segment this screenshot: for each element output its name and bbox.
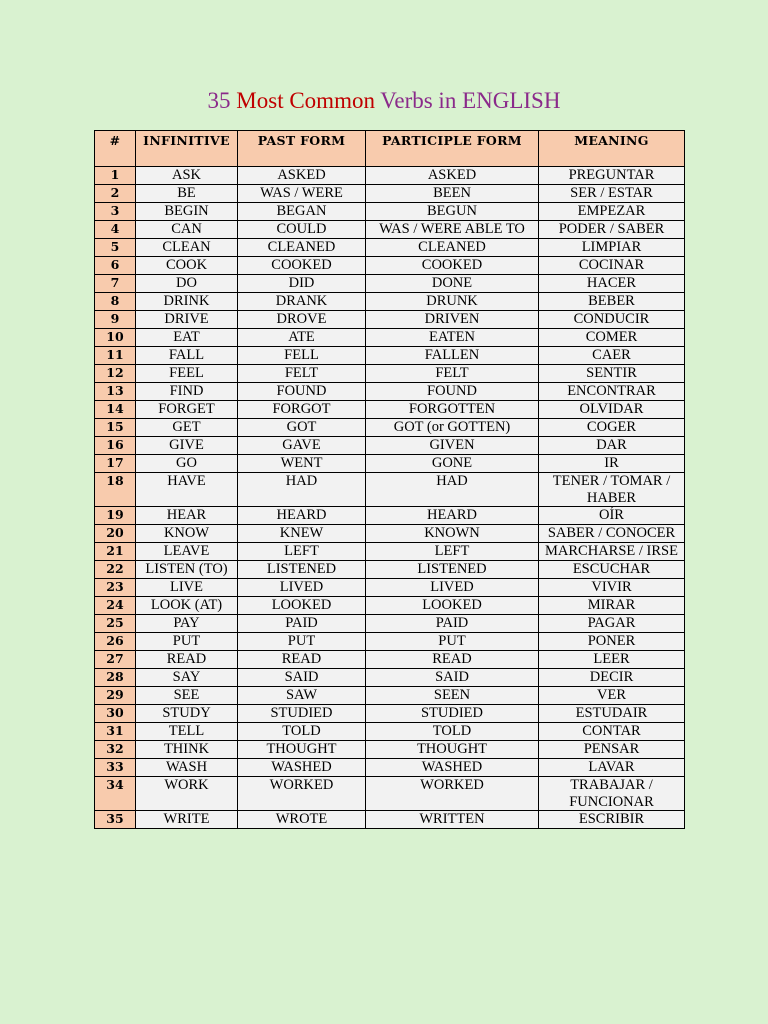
past-form-cell: SAID — [238, 669, 366, 687]
verb-number: 25 — [95, 615, 136, 633]
participle-cell: DRUNK — [366, 293, 539, 311]
infinitive-cell: DRIVE — [136, 311, 238, 329]
past-form-cell: READ — [238, 651, 366, 669]
table-row — [95, 777, 685, 811]
participle-cell: GIVEN — [366, 437, 539, 455]
meaning-cell: MARCHARSE / IRSE — [539, 543, 685, 561]
participle-cell: FORGOTTEN — [366, 401, 539, 419]
participle-cell: HEARD — [366, 507, 539, 525]
participle-cell: DRIVEN — [366, 311, 539, 329]
table-row — [95, 293, 685, 311]
header-participle-form: PARTICIPLE FORM — [366, 131, 539, 167]
meaning-cell: PODER / SABER — [539, 221, 685, 239]
infinitive-cell: WRITE — [136, 811, 238, 829]
verb-number: 11 — [95, 347, 136, 365]
infinitive-cell: FORGET — [136, 401, 238, 419]
infinitive-cell: FALL — [136, 347, 238, 365]
meaning-cell: COGER — [539, 419, 685, 437]
meaning-cell: CONDUCIR — [539, 311, 685, 329]
verb-number: 26 — [95, 633, 136, 651]
meaning-cell: TRABAJAR / FUNCIONAR — [539, 777, 685, 811]
meaning-cell: LEER — [539, 651, 685, 669]
past-form-cell: DID — [238, 275, 366, 293]
verb-number: 15 — [95, 419, 136, 437]
verb-number: 29 — [95, 687, 136, 705]
past-form-cell: COOKED — [238, 257, 366, 275]
meaning-cell: EMPEZAR — [539, 203, 685, 221]
past-form-cell: LOOKED — [238, 597, 366, 615]
table-row — [95, 561, 685, 579]
infinitive-cell: DO — [136, 275, 238, 293]
past-form-cell: HAD — [238, 473, 366, 507]
past-form-cell: ASKED — [238, 167, 366, 185]
past-form-cell: TOLD — [238, 723, 366, 741]
header-row — [95, 131, 685, 167]
infinitive-cell: SAY — [136, 669, 238, 687]
infinitive-cell: LIVE — [136, 579, 238, 597]
table-row — [95, 383, 685, 401]
table-row — [95, 437, 685, 455]
past-form-cell: FORGOT — [238, 401, 366, 419]
table-row — [95, 759, 685, 777]
meaning-cell: OÍR — [539, 507, 685, 525]
table-row — [95, 597, 685, 615]
verb-number: 24 — [95, 597, 136, 615]
verb-number: 27 — [95, 651, 136, 669]
meaning-cell: PONER — [539, 633, 685, 651]
meaning-cell: OLVIDAR — [539, 401, 685, 419]
verb-number: 3 — [95, 203, 136, 221]
table-row — [95, 811, 685, 829]
participle-cell: WAS / WERE ABLE TO — [366, 221, 539, 239]
participle-cell: LOOKED — [366, 597, 539, 615]
meaning-cell: ESCUCHAR — [539, 561, 685, 579]
infinitive-cell: WASH — [136, 759, 238, 777]
table-row — [95, 419, 685, 437]
verb-number: 1 — [95, 167, 136, 185]
infinitive-cell: GET — [136, 419, 238, 437]
table-row — [95, 257, 685, 275]
verb-number: 35 — [95, 811, 136, 829]
participle-cell: THOUGHT — [366, 741, 539, 759]
past-form-cell: WAS / WERE — [238, 185, 366, 203]
past-form-cell: FELT — [238, 365, 366, 383]
meaning-cell: VIVIR — [539, 579, 685, 597]
infinitive-cell: COOK — [136, 257, 238, 275]
table-row — [95, 275, 685, 293]
participle-cell: DONE — [366, 275, 539, 293]
infinitive-cell: HEAR — [136, 507, 238, 525]
infinitive-cell: LISTEN (TO) — [136, 561, 238, 579]
verb-number: 23 — [95, 579, 136, 597]
infinitive-cell: CAN — [136, 221, 238, 239]
past-form-cell: DROVE — [238, 311, 366, 329]
infinitive-cell: HAVE — [136, 473, 238, 507]
verb-number: 7 — [95, 275, 136, 293]
participle-cell: WRITTEN — [366, 811, 539, 829]
meaning-cell: ESTUDAIR — [539, 705, 685, 723]
verb-number: 28 — [95, 669, 136, 687]
past-form-cell: PUT — [238, 633, 366, 651]
verb-number: 12 — [95, 365, 136, 383]
infinitive-cell: ASK — [136, 167, 238, 185]
past-form-cell: KNEW — [238, 525, 366, 543]
verb-number: 21 — [95, 543, 136, 561]
header-meaning: MEANING — [539, 131, 685, 167]
header-past-form: PAST FORM — [238, 131, 366, 167]
meaning-cell: DAR — [539, 437, 685, 455]
participle-cell: LISTENED — [366, 561, 539, 579]
infinitive-cell: BE — [136, 185, 238, 203]
infinitive-cell: LEAVE — [136, 543, 238, 561]
table-row — [95, 401, 685, 419]
past-form-cell: GAVE — [238, 437, 366, 455]
past-form-cell: STUDIED — [238, 705, 366, 723]
table-row — [95, 473, 685, 507]
verb-number: 17 — [95, 455, 136, 473]
infinitive-cell: GO — [136, 455, 238, 473]
infinitive-cell: BEGIN — [136, 203, 238, 221]
title-rest: Verbs in ENGLISH — [374, 88, 561, 113]
participle-cell: ASKED — [366, 167, 539, 185]
infinitive-cell: PUT — [136, 633, 238, 651]
verb-number: 14 — [95, 401, 136, 419]
participle-cell: COOKED — [366, 257, 539, 275]
meaning-cell: PAGAR — [539, 615, 685, 633]
meaning-cell: PREGUNTAR — [539, 167, 685, 185]
past-form-cell: LIVED — [238, 579, 366, 597]
table-row — [95, 633, 685, 651]
participle-cell: WORKED — [366, 777, 539, 811]
participle-cell: WASHED — [366, 759, 539, 777]
infinitive-cell: TELL — [136, 723, 238, 741]
participle-cell: LIVED — [366, 579, 539, 597]
verb-number: 6 — [95, 257, 136, 275]
past-form-cell: CLEANED — [238, 239, 366, 257]
past-form-cell: BEGAN — [238, 203, 366, 221]
table-row — [95, 185, 685, 203]
verb-number: 18 — [95, 473, 136, 507]
participle-cell: FELT — [366, 365, 539, 383]
table-row — [95, 239, 685, 257]
infinitive-cell: THINK — [136, 741, 238, 759]
verb-number: 20 — [95, 525, 136, 543]
past-form-cell: FOUND — [238, 383, 366, 401]
table-row — [95, 455, 685, 473]
infinitive-cell: READ — [136, 651, 238, 669]
participle-cell: BEGUN — [366, 203, 539, 221]
infinitive-cell: PAY — [136, 615, 238, 633]
meaning-cell: CONTAR — [539, 723, 685, 741]
meaning-cell: SENTIR — [539, 365, 685, 383]
participle-cell: READ — [366, 651, 539, 669]
table-row — [95, 347, 685, 365]
meaning-cell: ENCONTRAR — [539, 383, 685, 401]
meaning-cell: COMER — [539, 329, 685, 347]
table-row — [95, 723, 685, 741]
verb-number: 10 — [95, 329, 136, 347]
past-form-cell: WENT — [238, 455, 366, 473]
past-form-cell: SAW — [238, 687, 366, 705]
title-highlight: Most Common — [236, 88, 375, 113]
verb-number: 13 — [95, 383, 136, 401]
verb-number: 16 — [95, 437, 136, 455]
meaning-cell: BEBER — [539, 293, 685, 311]
infinitive-cell: DRINK — [136, 293, 238, 311]
meaning-cell: CAER — [539, 347, 685, 365]
table-header — [95, 131, 685, 167]
verb-number: 8 — [95, 293, 136, 311]
infinitive-cell: EAT — [136, 329, 238, 347]
infinitive-cell: FEEL — [136, 365, 238, 383]
meaning-cell: DECIR — [539, 669, 685, 687]
meaning-cell: VER — [539, 687, 685, 705]
infinitive-cell: KNOW — [136, 525, 238, 543]
verb-number: 19 — [95, 507, 136, 525]
verb-number: 2 — [95, 185, 136, 203]
meaning-cell: TENER / TOMAR / HABER — [539, 473, 685, 507]
participle-cell: GOT (or GOTTEN) — [366, 419, 539, 437]
table-row — [95, 329, 685, 347]
participle-cell: EATEN — [366, 329, 539, 347]
past-form-cell: WROTE — [238, 811, 366, 829]
meaning-cell: LAVAR — [539, 759, 685, 777]
participle-cell: SAID — [366, 669, 539, 687]
header-infinitive: INFINITIVE — [136, 131, 238, 167]
table-row — [95, 203, 685, 221]
infinitive-cell: LOOK (AT) — [136, 597, 238, 615]
table-row — [95, 615, 685, 633]
participle-cell: PAID — [366, 615, 539, 633]
past-form-cell: LISTENED — [238, 561, 366, 579]
participle-cell: KNOWN — [366, 525, 539, 543]
meaning-cell: COCINAR — [539, 257, 685, 275]
verb-number: 4 — [95, 221, 136, 239]
meaning-cell: SER / ESTAR — [539, 185, 685, 203]
table-row — [95, 651, 685, 669]
past-form-cell: PAID — [238, 615, 366, 633]
infinitive-cell: SEE — [136, 687, 238, 705]
table-row — [95, 365, 685, 383]
page-title — [0, 86, 768, 116]
table-body — [95, 167, 685, 829]
participle-cell: STUDIED — [366, 705, 539, 723]
title-count: 35 — [207, 88, 237, 113]
table-row — [95, 669, 685, 687]
past-form-cell: WORKED — [238, 777, 366, 811]
past-form-cell: WASHED — [238, 759, 366, 777]
infinitive-cell: CLEAN — [136, 239, 238, 257]
participle-cell: SEEN — [366, 687, 539, 705]
infinitive-cell: STUDY — [136, 705, 238, 723]
meaning-cell: HACER — [539, 275, 685, 293]
past-form-cell: COULD — [238, 221, 366, 239]
past-form-cell: HEARD — [238, 507, 366, 525]
infinitive-cell: FIND — [136, 383, 238, 401]
verb-number: 30 — [95, 705, 136, 723]
table-row — [95, 221, 685, 239]
participle-cell: HAD — [366, 473, 539, 507]
participle-cell: FOUND — [366, 383, 539, 401]
table-row — [95, 507, 685, 525]
verb-number: 33 — [95, 759, 136, 777]
meaning-cell: SABER / CONOCER — [539, 525, 685, 543]
table-row — [95, 687, 685, 705]
infinitive-cell: GIVE — [136, 437, 238, 455]
participle-cell: FALLEN — [366, 347, 539, 365]
table-row — [95, 311, 685, 329]
verb-number: 31 — [95, 723, 136, 741]
past-form-cell: DRANK — [238, 293, 366, 311]
meaning-cell: IR — [539, 455, 685, 473]
table-row — [95, 705, 685, 723]
participle-cell: PUT — [366, 633, 539, 651]
verbs-table — [94, 130, 685, 829]
participle-cell: CLEANED — [366, 239, 539, 257]
past-form-cell: THOUGHT — [238, 741, 366, 759]
meaning-cell: LIMPIAR — [539, 239, 685, 257]
table-row — [95, 167, 685, 185]
infinitive-cell: WORK — [136, 777, 238, 811]
past-form-cell: LEFT — [238, 543, 366, 561]
participle-cell: TOLD — [366, 723, 539, 741]
verb-number: 32 — [95, 741, 136, 759]
participle-cell: LEFT — [366, 543, 539, 561]
meaning-cell: ESCRIBIR — [539, 811, 685, 829]
past-form-cell: GOT — [238, 419, 366, 437]
verb-number: 22 — [95, 561, 136, 579]
table-row — [95, 543, 685, 561]
verb-number: 9 — [95, 311, 136, 329]
participle-cell: GONE — [366, 455, 539, 473]
past-form-cell: ATE — [238, 329, 366, 347]
verb-number: 34 — [95, 777, 136, 811]
table-row — [95, 741, 685, 759]
meaning-cell: MIRAR — [539, 597, 685, 615]
meaning-cell: PENSAR — [539, 741, 685, 759]
past-form-cell: FELL — [238, 347, 366, 365]
header-number: # — [95, 131, 136, 167]
participle-cell: BEEN — [366, 185, 539, 203]
verb-number: 5 — [95, 239, 136, 257]
table-row — [95, 525, 685, 543]
table-row — [95, 579, 685, 597]
